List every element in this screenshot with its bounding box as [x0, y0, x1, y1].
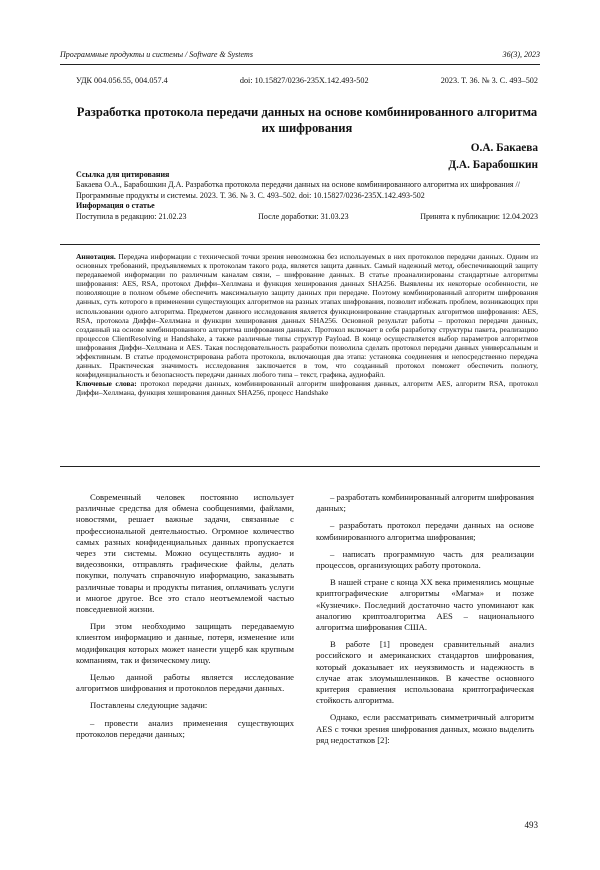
page-number: 493 — [524, 820, 538, 830]
list-item: – написать программную часть для реализации процессов, организующих работу протокола. — [316, 548, 534, 571]
article-title: Разработка протокола передачи данных на основе комбинированного алгоритма их шифрования — [76, 105, 538, 135]
abstract-label: Аннотация. — [76, 252, 116, 261]
citation-block — [76, 170, 538, 222]
issue-number: 36(3), 2023 — [502, 50, 540, 59]
abstract — [76, 252, 538, 379]
paragraph: В работе [1] проведен сравнительный анализ российского и американских стандартов шифрования, который доказывает их неуязвимость и надежность в случае атак злоумышленников. В качестве основного критерия сравнения использована криптографическая стойкость алгоритма. — [316, 639, 534, 706]
citation-heading: Ссылка для цитирования — [76, 170, 170, 179]
keywords-label: Ключевые слова: — [76, 379, 137, 389]
journal-name: Программные продукты и системы / Software & Systems — [60, 50, 253, 59]
body-column-right — [316, 492, 534, 752]
article-dates — [76, 212, 538, 222]
paragraph: Современный человек постоянно использует различные средства для обмена сообщениями, файлами, новостями, решает важные задачи, связанные с профессиональной деятельностью. Огромное количество самых разных конфиденциальных данных пропускается через эти системы. Можно осуществлять аудио- и видеозвонки, отправлять графические файлы, делать покупки, получать справочную информацию, заказывать различные товары и продукты питания, оплачивать услуги и многое другое. Все это стало неотъемлемой частью повседневной жизни. — [76, 492, 294, 615]
abstract-rule-top — [60, 244, 540, 245]
doi[interactable]: doi: 10.15827/0236-235X.142.493-502 — [239, 76, 369, 85]
paragraph: Целью данной работы является исследование алгоритмов шифрования и протоколов передачи данных. — [76, 672, 294, 694]
received-date: Поступила в редакцию: 21.02.23 — [76, 211, 187, 221]
list-item: – разработать комбинированный алгоритм шифрования данных; — [316, 492, 534, 514]
accepted-date: Принята к публикации: 12.04.2023 — [420, 211, 538, 221]
article-info-heading: Информация о статье — [76, 201, 155, 211]
body-column-left — [76, 492, 294, 746]
list-item: – разработать протокол передачи данных на основе комбинированного алгоритма шифрования; — [316, 520, 534, 542]
udc-code: УДК 004.056.55, 004.057.4 — [76, 76, 168, 85]
paragraph: Поставлены следующие задачи: — [90, 700, 208, 711]
keywords — [76, 379, 538, 397]
author-2: Д.А. Барабошкин — [448, 159, 538, 171]
running-header — [60, 50, 540, 59]
abstract-text: Передача информации с технической точки зрения невозможна без используемых в них протоколов передачи данных. Одним из основных требований, предъявляемых к протоколам такого рода, является защита данных. Самый надежный метод, обеспечивающий защиту передаваемой информации по различным каналам связи, – шифрование данных. В статье проанализированы стандартные алгоритмы шифрования: AES, RSA, протокол Диффи–Хеллмана и функция хеширования данных SHA256. Выявлены их некоторые особенности, не позволяющие в полном объеме обеспечить максимальную защиту данных при передаче. Поэтому комбинированный алгоритм шифрования данных, суть которого в применении существующих алгоритмов на разных этапах шифрования, позволит избежать проблем, возникающих при использовании одного алгоритма. Предметом данного исследования является функционирование стандартных алгоритмов шифрования: AES, RSA, протокола Диффи–Хеллмана и функции хеширования данных SHA256. Основной результат работы – протокол передачи данных, созданный на основе комбинированного алгоритма шифрования данных. Протокол включает в себя разработку структуры пакета, реализацию процессов ClientResolving и Handshake, а также различные типы структур Payload. В конце осуществляется выбор параметров алгоритмов шифрования Диффи–Хеллмана и AES. Такая последовательность разработки позволила сделать протокол передачи данных универсальным и эффективным. В статье продемонстрирована работа протокола, включающая два этапа: установка соединения и непосредственно передача данных. Практическая значимость исследования заключается в том, что созданный протокол поможет обеспечить полноту, конфиденциальность и безопасность передачи данных любого типа – текст, графика, аудиофайл. — [76, 252, 539, 380]
keywords-text: протокол передачи данных, комбинированный алгоритм шифрования данных, алгоритм AES, алгоритм RSA, протокол Диффи–Хеллмана, функция хеширования данных SHA256, процесс Handshake — [76, 379, 538, 398]
paragraph: При этом необходимо защищать передаваемую клиентом информацию и данные, потеря, изменение или модификация которых может нанести ущерб как крупным компаниям, так и физическому лицу. — [76, 621, 294, 665]
article-meta — [76, 76, 538, 85]
volume-ref: 2023. Т. 36. № 3. С. 493–502 — [440, 76, 538, 85]
abstract-block — [76, 252, 538, 398]
list-item: – провести анализ применения существующих протоколов передачи данных; — [76, 717, 294, 739]
abstract-rule-bottom — [60, 466, 540, 467]
authors — [448, 140, 538, 174]
author-1: О.А. Бакаева — [470, 142, 538, 154]
citation-text: Бакаева О.А., Барабошкин Д.А. Разработка протокола передачи данных на основе комбинированного алгоритма их шифрования // Программные продукты и системы. 2023. Т. 36. № 3. С. 493–502. doi: 10.15827/0236-235X.142.493-502 — [76, 180, 520, 200]
paragraph: В нашей стране с конца XX века применялись мощные криптографические алгоритмы «Магма» и позже «Кузнечик». Последний достаточно часто упоминают как аналогию криптоалгоритма AES – национального алгоритма шифрования США. — [316, 577, 534, 633]
header-rule — [60, 64, 540, 65]
paragraph: Однако, если рассматривать симметричный алгоритм AES с точки зрения шифрования данных, можно выделить ряд недостатков [2]: — [316, 712, 534, 745]
revised-date: После доработки: 31.03.23 — [258, 211, 349, 221]
